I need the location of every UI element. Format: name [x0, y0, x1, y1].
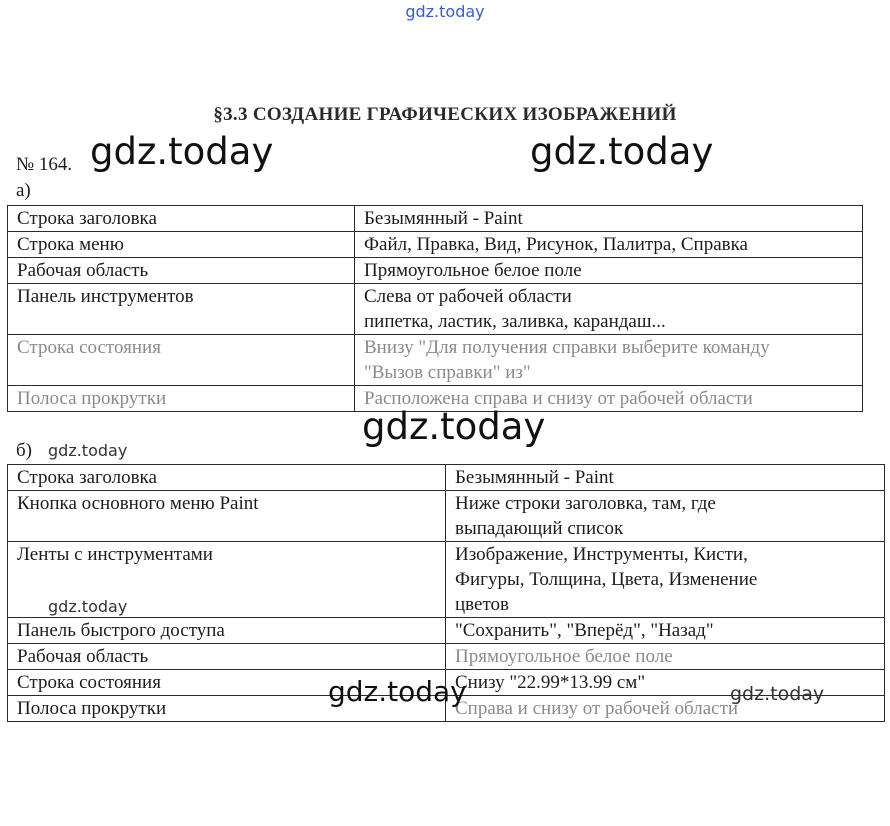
table-cell-label: Строка заголовка — [8, 206, 355, 232]
watermark-text: gdz.today — [362, 405, 546, 448]
watermark-text: gdz.today — [48, 441, 128, 460]
table-row — [8, 206, 863, 232]
subsection-b-label: б) — [16, 440, 32, 461]
subsection-a-label: а) — [16, 180, 31, 201]
table-cell-value: Прямоугольное белое поле — [446, 644, 885, 670]
table-row — [8, 335, 863, 386]
table-row — [8, 258, 863, 284]
table-row — [8, 465, 885, 491]
table-cell-value: Безымянный - Paint — [446, 465, 885, 491]
table-row — [8, 491, 885, 542]
table-cell-value: Справа и снизу от рабочей области — [446, 696, 885, 722]
table-cell-label: Рабочая область — [8, 258, 355, 284]
table-cell-label: Панель быстрого доступа — [8, 618, 446, 644]
table-cell-value: Безымянный - Paint — [355, 206, 863, 232]
table-cell-label: Полоса прокрутки — [8, 386, 355, 412]
table-cell-value: Слева от рабочей области пипетка, ластик, заливка, карандаш... — [355, 284, 863, 335]
watermark-text: gdz.today — [530, 130, 714, 173]
table-row — [8, 644, 885, 670]
watermark-text: gdz.today — [90, 130, 274, 173]
table-cell-label: Рабочая область — [8, 644, 446, 670]
table-cell-label: Полоса прокрутки — [8, 696, 446, 722]
table-cell-label: Строка заголовка — [8, 465, 446, 491]
table-cell-value: Внизу "Для получения справки выберите команду "Вызов справки" из" — [355, 335, 863, 386]
watermark-text: gdz.today — [328, 675, 467, 708]
table-a — [7, 205, 863, 412]
table-cell-label: Строка меню — [8, 232, 355, 258]
table-cell-value: Снизу "22.99*13.99 см" — [446, 670, 885, 696]
table-row — [8, 542, 885, 618]
table-cell-label: Кнопка основного меню Paint — [8, 491, 446, 542]
table-cell-value: Изображение, Инструменты, Кисти, Фигуры, Толщина, Цвета, Изменение цветов — [446, 542, 885, 618]
table-cell-label: Строка состояния — [8, 335, 355, 386]
table-cell-value: Файл, Правка, Вид, Рисунок, Палитра, Справка — [355, 232, 863, 258]
table-cell-value: Расположена справа и снизу от рабочей области — [355, 386, 863, 412]
header-watermark: gdz.today — [405, 2, 485, 21]
watermark-text: gdz.today — [48, 597, 128, 616]
table-cell-value: Прямоугольное белое поле — [355, 258, 863, 284]
table-cell-label: Строка состояния — [8, 670, 446, 696]
table-row — [8, 618, 885, 644]
table-cell-value: Ниже строки заголовка, там, где выпадающий список — [446, 491, 885, 542]
section-title: §3.3 СОЗДАНИЕ ГРАФИЧЕСКИХ ИЗОБРАЖЕНИЙ — [213, 104, 677, 125]
table-row — [8, 232, 863, 258]
watermark-text: gdz.today — [730, 683, 825, 705]
table-cell-label: Ленты с инструментами — [8, 542, 446, 618]
table-row — [8, 284, 863, 335]
table-cell-label: Панель инструментов — [8, 284, 355, 335]
table-cell-value: "Сохранить", "Вперёд", "Назад" — [446, 618, 885, 644]
problem-number: № 164. — [16, 154, 73, 175]
